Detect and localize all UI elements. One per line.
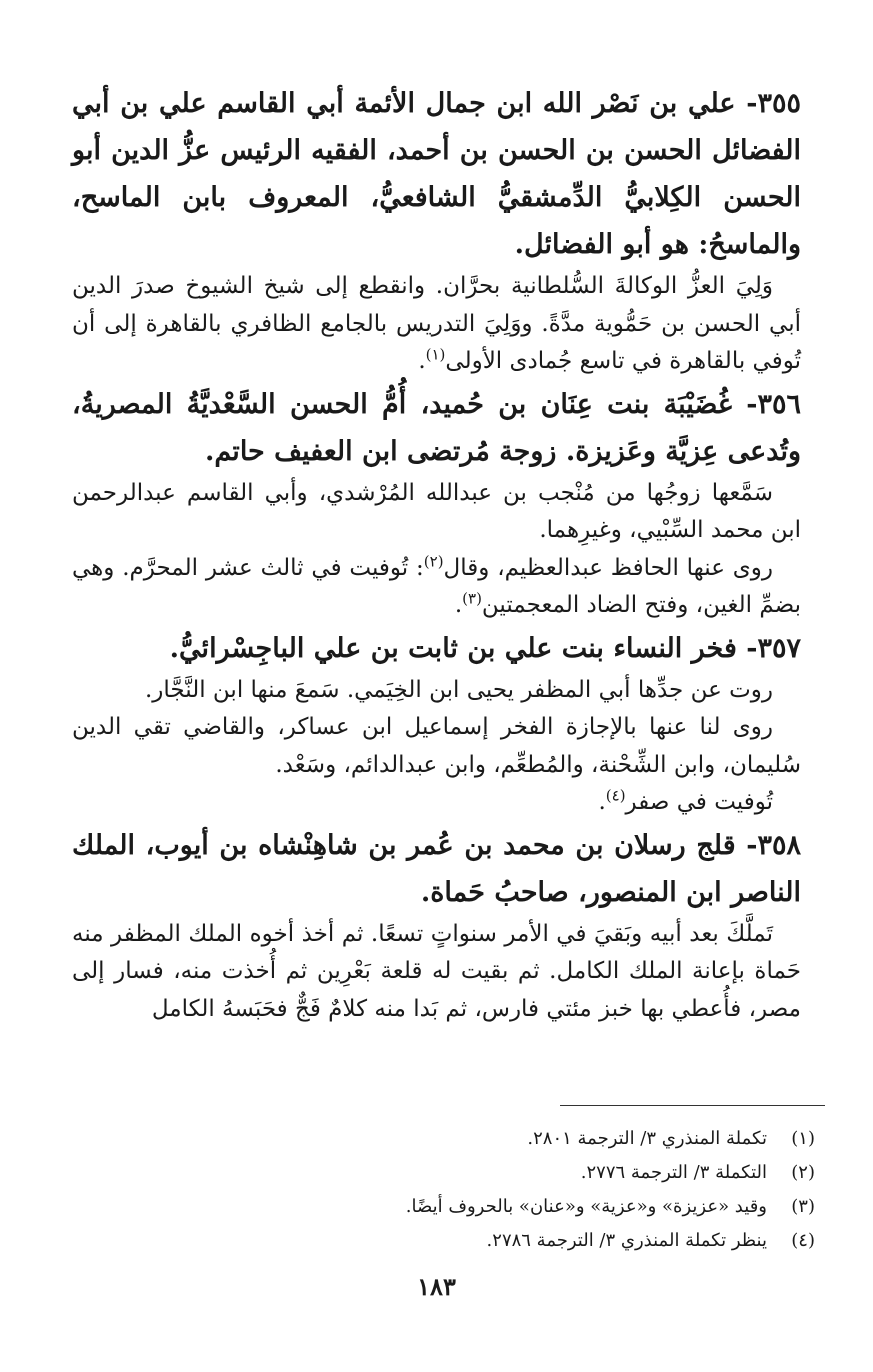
entry-heading-text: غُضَيْبَة بنت عِنَان بن حُميد، أُمُّ الحسن السَّعْديَّةُ المصريةُ، وتُدعى عِزيَّة وعَزيزة. زوجة مُرتضى ابن العفيف حاتم. <box>72 388 801 467</box>
paragraph-text: سَمَّعها زوجُها من مُنْجب بن عبدالله المُرْشدي، وأبي القاسم عبدالرحمن ابن محمد السِّبْيي، وغيرِهما. <box>72 479 801 543</box>
entry-heading-text: قلج رسلان بن محمد بن عُمر بن شاهِنْشاه بن أيوب، الملك الناصر ابن المنصور، صاحبُ حَماة. <box>72 829 801 908</box>
paragraph-text: وَلِيَ العزُّ الوكالةَ السُّلطانية بحرَّان. وانقطع إلى شيخ الشيوخ صدرَ الدين أبي الحسن بن حَمُّوية مدَّةً. ووَلِيَ التدريس بالجامع الظافري بالقاهرة إلى أن تُوفي بالقاهرة في تاسع جُمادى الأولى <box>72 273 801 374</box>
footnote-text: التكملة ٣/ الترجمة ٢٧٧٦. <box>580 1162 767 1183</box>
entry-paragraph <box>72 475 801 550</box>
footnote-text: تكملة المنذري ٣/ الترجمة ٢٨٠١. <box>527 1128 767 1149</box>
entry-number: ٣٥٦- <box>746 388 802 420</box>
entry-heading <box>72 80 801 268</box>
entry-heading <box>72 822 801 916</box>
footnotes <box>80 1122 815 1258</box>
footnote <box>80 1156 815 1190</box>
footnote-mark: (٢) <box>791 1162 815 1183</box>
footnote <box>80 1122 815 1156</box>
footnote-text: وقيد «عزيزة» و«عزية» و«عنان» بالحروف أيضًا. <box>405 1196 767 1217</box>
footnote-reference: (١) <box>425 345 446 364</box>
entry-paragraph <box>72 916 801 1029</box>
entry-paragraph <box>72 709 801 784</box>
page-body <box>72 80 801 1028</box>
footnote-mark: (١) <box>791 1128 815 1149</box>
entry-paragraph: تُوفيت في صفر$^{(٤)}$. <box>598 786 773 815</box>
paragraph-text: : تُوفيت في ثالث عشر المحرَّم. وهي بضمِّ الغين، وفتح الضاد المعجمتين <box>72 554 801 618</box>
footnote-divider <box>560 1105 825 1106</box>
entry-heading-text: فخر النساء بنت علي بن ثابت بن علي الباجِسْرائيُّ. <box>169 632 737 664</box>
footnote <box>80 1224 815 1258</box>
entry-paragraph <box>72 672 801 710</box>
entry-paragraph: وَلِيَ العزُّ الوكالةَ السُّلطانية بحرَّان. وانقطع إلى شيخ الشيوخ صدرَ الدين أبي الحسن بن حَمُّوية مدَّةً. ووَلِيَ التدريس بالجامع الظافري بالقاهرة إلى أن تُوفي بالقاهرة في تاسع جُمادى الأولى$^{(١)}$. <box>72 273 801 374</box>
footnote-text: ينظر تكملة المنذري ٣/ الترجمة ٢٧٨٦. <box>486 1230 767 1251</box>
entry-number: ٣٥٧- <box>746 632 801 664</box>
footnote-reference: (٤) <box>605 786 626 805</box>
entry-paragraph: روى عنها الحافظ عبدالعظيم، وقال$^{(٢)}$: تُوفيت في ثالث عشر المحرَّم. وهي بضمِّ الغين، وفتح الضاد المعجمتين$^{(٣)}$. <box>72 551 801 618</box>
paragraph-text: روى عنها الحافظ عبدالعظيم، وقال <box>443 554 773 581</box>
footnote-reference: (٢) <box>423 551 444 570</box>
entry-number: ٣٥٥- <box>746 88 801 119</box>
paragraph-text: روى لنا عنها بالإجازة الفخر إسماعيل ابن عساكر، والقاضي تقي الدين سُليمان، وابن الشِّحْنة، والمُطعِّم، وابن عبدالدائم، وسَعْد. <box>72 714 801 778</box>
paragraph-text: تُوفيت في صفر <box>625 789 773 815</box>
paragraph-text: روت عن جدِّها أبي المظفر يحيى ابن الخِيَمي. سَمعَ منها ابن النَّجَّار. <box>144 676 773 703</box>
paragraph-text: تَملَّكَ بعد أبيه وبَقيَ في الأمر سنواتٍ تسعًا. ثم أخذ أخوه الملك المظفر منه حَماة بإعانة الملك الكامل. ثم بقيت له قلعة بَعْرِين ثم أُخذت منه، فسار إلى مصر، فأُعطي بها خبز مئتي فارس، ثم بَدا منه كلامٌ فَجٌّ فحَبَسهُ الكامل <box>72 920 801 1022</box>
entry-heading <box>72 625 801 672</box>
entry-heading <box>72 381 801 475</box>
footnote <box>80 1190 815 1224</box>
page-number: ١٨٣ <box>417 1272 456 1301</box>
entry-heading-text: علي بن نَصْر الله ابن جمال الأئمة أبي القاسم علي بن أبي الفضائل الحسن بن الحسن بن أحمد، الفقيه الرئيس عزُّ الدين أبو الحسن الكِلابيُّ الدِّمشقيُّ الشافعيُّ، المعروف بابن الماسح، والماسحُ: هو أبو الفضائل. <box>72 88 801 260</box>
entry-number: ٣٥٨- <box>746 829 801 861</box>
footnote-reference: (٣) <box>462 589 482 608</box>
footnote-mark: (٤) <box>791 1230 815 1251</box>
footnote-mark: (٣) <box>791 1196 815 1217</box>
